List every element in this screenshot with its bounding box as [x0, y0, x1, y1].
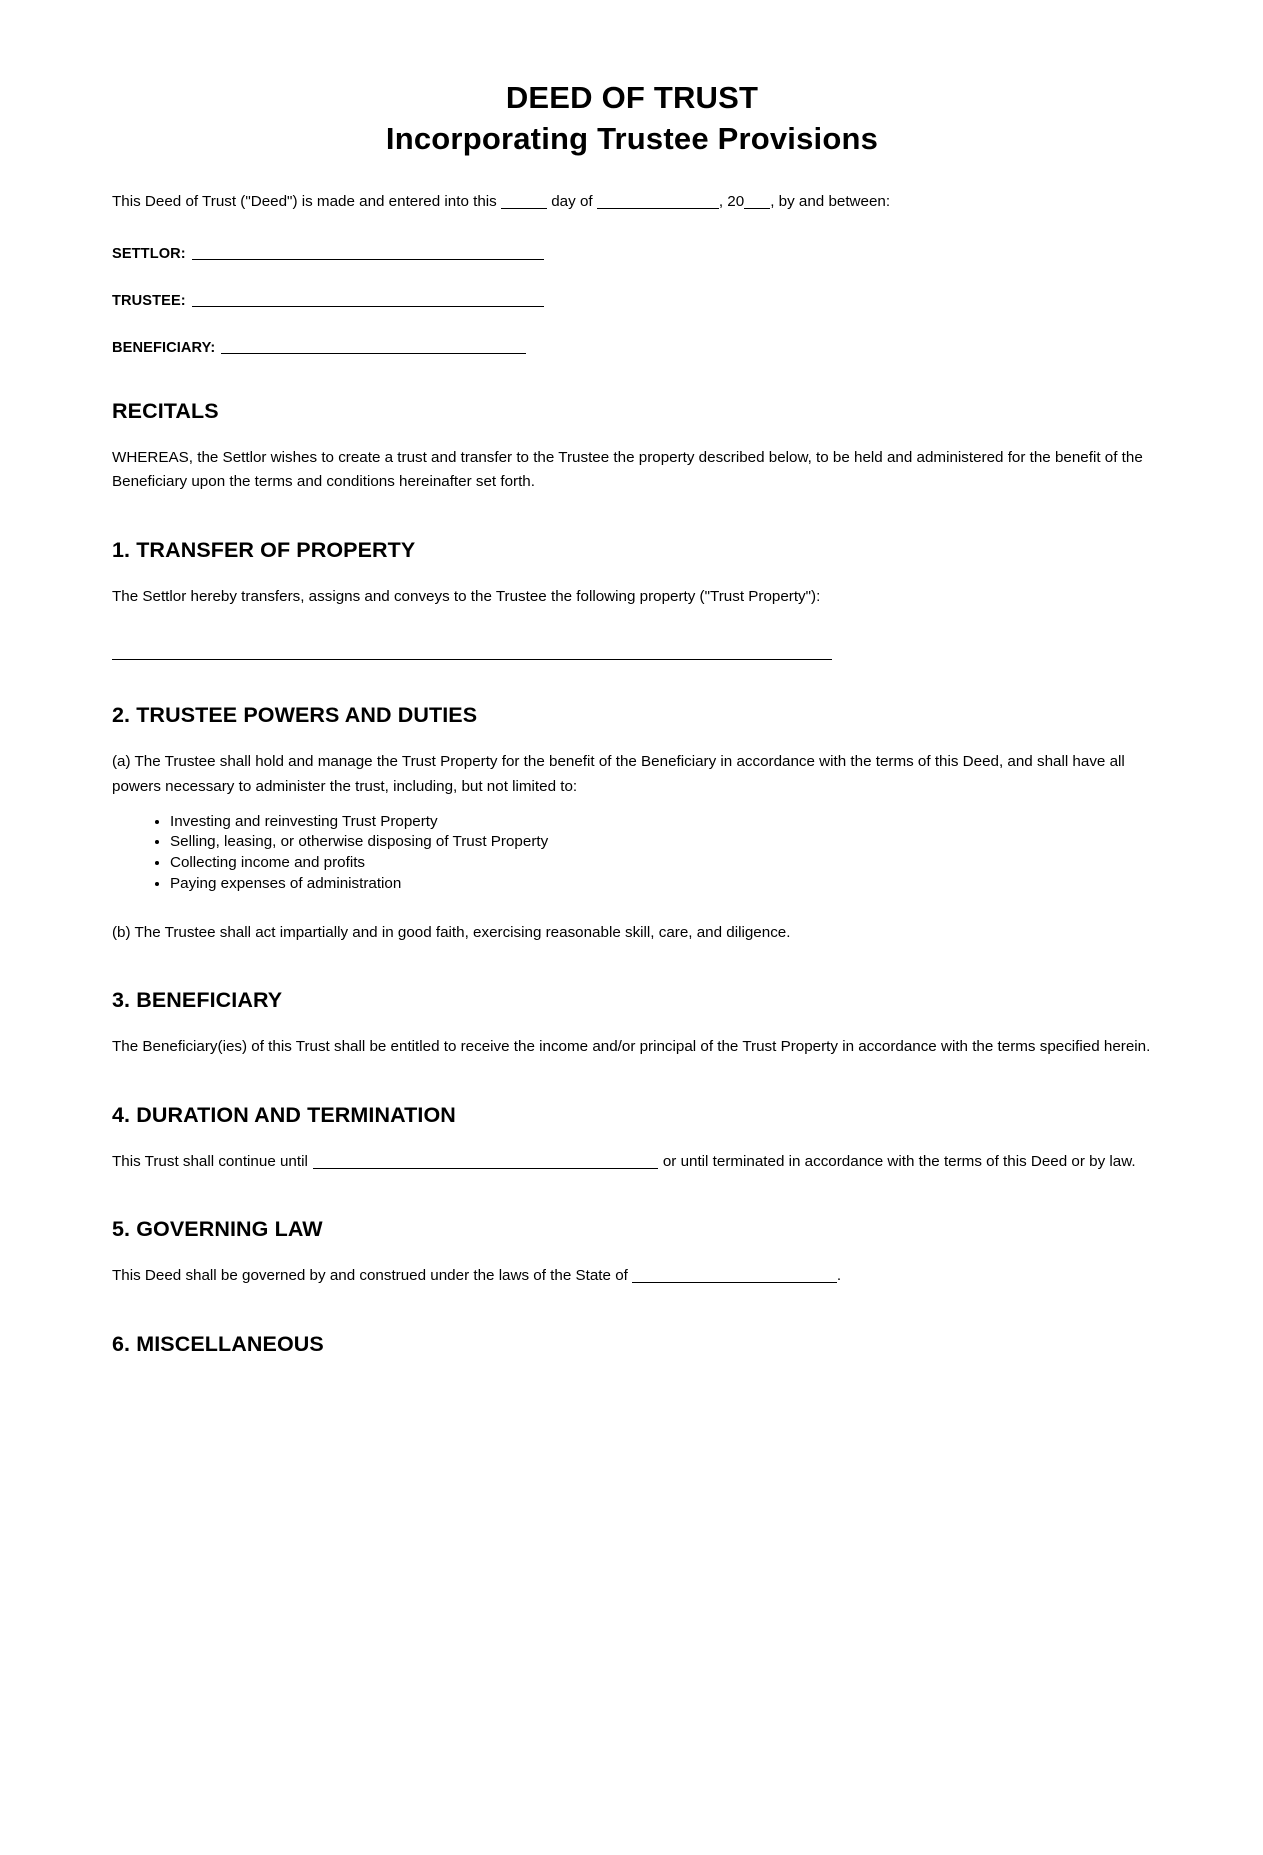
intro-text-part1: This Deed of Trust ("Deed") is made and entered into this [112, 193, 497, 211]
governing-state-blank[interactable] [632, 1282, 837, 1283]
section-3-body: The Beneficiary(ies) of this Trust shall be entitled to receive the income and/or principal of the Trust Property in accordance with the terms specified herein. [112, 1038, 1151, 1056]
section-2-body-b: (b) The Trustee shall act impartially and in good faith, exercising reasonable skill, care, and diligence. [112, 923, 791, 941]
section-5-text-part1: This Deed shall be governed by and construed under the laws of the State of [112, 1267, 628, 1285]
day-blank[interactable] [501, 208, 547, 209]
beneficiary-input[interactable] [221, 353, 526, 354]
trustee-input[interactable] [192, 306, 544, 307]
settlor-input[interactable] [192, 259, 544, 260]
document-content [112, 0, 1152, 1358]
party-row-settlor [112, 246, 1152, 262]
section-1-heading: 1. TRANSFER OF PROPERTY [112, 537, 416, 562]
section-3-heading: 3. BENEFICIARY [112, 988, 283, 1013]
trustee-powers-list [112, 812, 1152, 895]
section-2-heading: 2. TRUSTEE POWERS AND DUTIES [112, 703, 478, 728]
section-1-body: The Settlor hereby transfers, assigns and conveys to the Trustee the following property ("Trust Property"): [112, 587, 821, 605]
section-4-heading: 4. DURATION AND TERMINATION [112, 1102, 456, 1127]
intro-paragraph [112, 190, 1152, 215]
document-subtitle: Incorporating Trustee Provisions [385, 120, 879, 156]
month-blank[interactable] [597, 208, 719, 209]
section-4-text-part2: or until terminated in accordance with the terms of this Deed or by law. [662, 1152, 1136, 1170]
list-item: • Selling, leasing, or otherwise disposing of Trust Property [170, 832, 1152, 853]
recitals-heading: RECITALS [112, 398, 219, 423]
section-5-body [112, 1264, 1152, 1289]
section-4-body [112, 1150, 1152, 1175]
intro-text-part2: day of [551, 193, 593, 211]
duration-blank[interactable] [313, 1168, 658, 1169]
section-4-text-part1: This Trust shall continue until [112, 1152, 308, 1170]
list-item: • Collecting income and profits [170, 853, 1152, 874]
intro-text-part3: , 20 [718, 193, 745, 211]
recitals-body: WHEREAS, the Settlor wishes to create a trust and transfer to the Trustee the property described below, to be held and administered for the benefit of the Beneficiary upon the terms and conditions hereinafter set forth. [112, 448, 1143, 491]
list-item: • Paying expenses of administration [170, 874, 1152, 895]
beneficiary-label: BENEFICIARY: [112, 339, 216, 356]
year-blank[interactable] [744, 208, 770, 209]
party-row-trustee [112, 293, 1152, 309]
section-5-heading: 5. GOVERNING LAW [112, 1217, 323, 1242]
list-item: • Investing and reinvesting Trust Property [170, 812, 1152, 833]
settlor-label: SETTLOR: [112, 245, 186, 262]
party-row-beneficiary [112, 340, 1152, 356]
document-title: DEED OF TRUST [505, 80, 759, 115]
intro-text-part4: , by and between: [770, 193, 891, 211]
trustee-label: TRUSTEE: [112, 292, 186, 309]
section-5-text-part2: . [836, 1267, 842, 1285]
section-2-body-a: (a) The Trustee shall hold and manage the Trust Property for the benefit of the Beneficiary in accordance with the terms of this Deed, and shall have all powers necessary to administer the trust, including, but not limited to: [112, 753, 1125, 795]
section-6-heading: 6. MISCELLANEOUS [112, 1331, 324, 1356]
